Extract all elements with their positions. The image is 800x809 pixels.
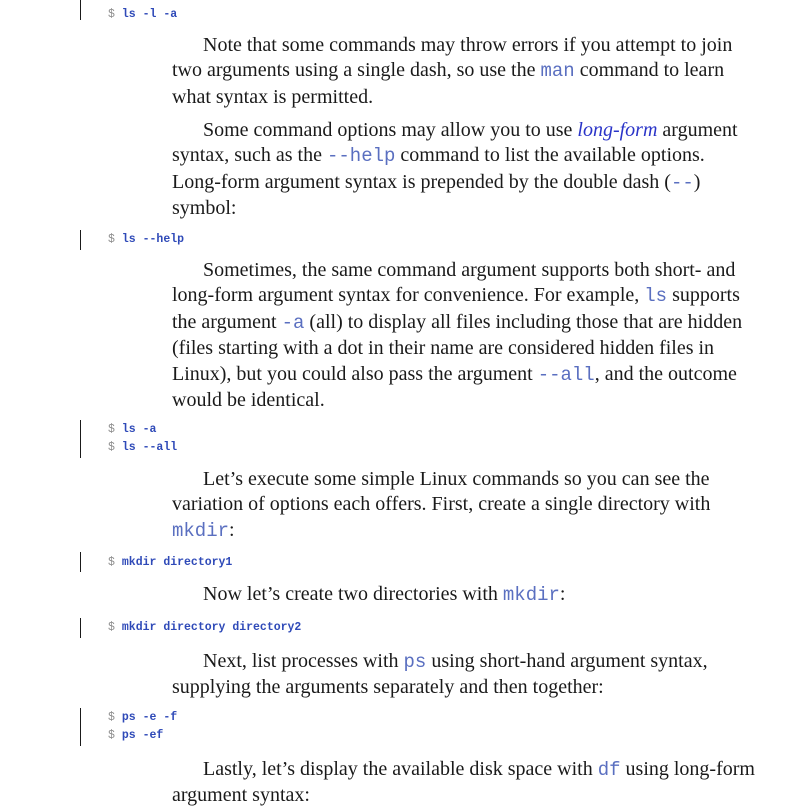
paragraph-text: Lastly, let’s display the available disk space with [203,758,598,780]
code-block [108,231,184,249]
paragraph-text: argument syntax, such as the [172,119,738,167]
paragraph-text: (all) to display all files including those that are hidden (files starting with a dot in their name are considered hidden files in Linux), but you could also pass the argument [172,310,743,385]
shell-command: ls -a [121,423,157,436]
inline-code: ps [403,651,427,673]
body-paragraph [172,33,757,110]
body-paragraph [172,649,757,701]
shell-command: ps -e -f [121,711,178,724]
shell-command: ls -l -a [121,8,178,21]
paragraph-text: Next, list processes with [203,650,404,672]
shell-prompt: $ [108,423,115,436]
code-line [108,231,184,249]
code-line [108,439,177,457]
code-block [108,421,177,457]
paragraph-text: Sometimes, the same command argument supports both short- and long-form argument syntax for convenience. For example, [172,259,736,307]
body-paragraph [172,258,757,413]
paragraph-text: Now let’s create two directories with [203,583,503,605]
paragraph-text: : [229,518,235,541]
shell-prompt: $ [108,556,115,569]
paragraph-text: using short-hand argument syntax, supplying the arguments separately and then together: [172,650,708,699]
code-line [108,619,301,637]
inline-code: --help [326,145,396,168]
shell-command: ps -ef [121,729,164,742]
code-line [108,6,177,24]
inline-code: man [540,60,575,83]
paragraph-text: command to list the available options. Long-form argument syntax is prepended by the double dash ( [172,144,705,193]
inline-code: df [597,759,621,781]
inline-code: -- [670,171,694,194]
body-paragraph [172,582,757,608]
code-line [108,421,177,439]
code-block-bar [80,420,81,458]
inline-code: ls [644,285,668,308]
inline-code: -a [281,311,305,334]
code-block-bar [80,552,81,572]
code-block [108,6,177,24]
shell-command: mkdir directory directory2 [121,621,302,634]
paragraph-text: ) symbol: [172,170,701,220]
shell-prompt: $ [108,441,115,454]
code-line [108,727,177,745]
inline-code: --all [537,363,595,386]
code-block-bar [80,230,81,250]
paragraph-text: command to learn what syntax is permitted. [172,59,725,108]
inline-code: mkdir [172,519,230,542]
code-block-bar [80,708,81,746]
code-block-bar [80,618,81,638]
body-paragraph [172,118,757,222]
shell-prompt: $ [108,233,115,246]
paragraph-text: Some command options may allow you to use [203,119,578,141]
paragraph-text: Note that some commands may throw errors if you attempt to join two arguments using a single dash, so use the [172,34,733,82]
inline-code: mkdir [502,584,560,606]
shell-prompt: $ [108,729,115,742]
paragraph-text: : [559,583,566,605]
body-paragraph [172,467,757,544]
paragraph-text: Let’s execute some simple Linux commands so you can see the variation of options each offers. First, create a single directory with [172,468,711,516]
shell-command: ls --all [121,441,178,454]
shell-prompt: $ [108,711,115,724]
code-line [108,554,232,572]
shell-command: mkdir directory1 [121,556,233,569]
paragraph-text: using long-form argument syntax: [172,758,755,807]
code-block [108,709,177,745]
emphasized-term: long-form [577,119,658,141]
paragraph-text: supports the argument [172,284,740,333]
shell-command: ls --help [121,233,185,246]
paragraph-text: , and the outcome would be identical. [172,362,737,412]
code-block [108,554,232,572]
code-block [108,619,301,637]
code-line [108,709,177,727]
shell-prompt: $ [108,8,115,21]
code-block-bar [80,0,81,20]
shell-prompt: $ [108,621,115,634]
body-paragraph [172,757,757,809]
